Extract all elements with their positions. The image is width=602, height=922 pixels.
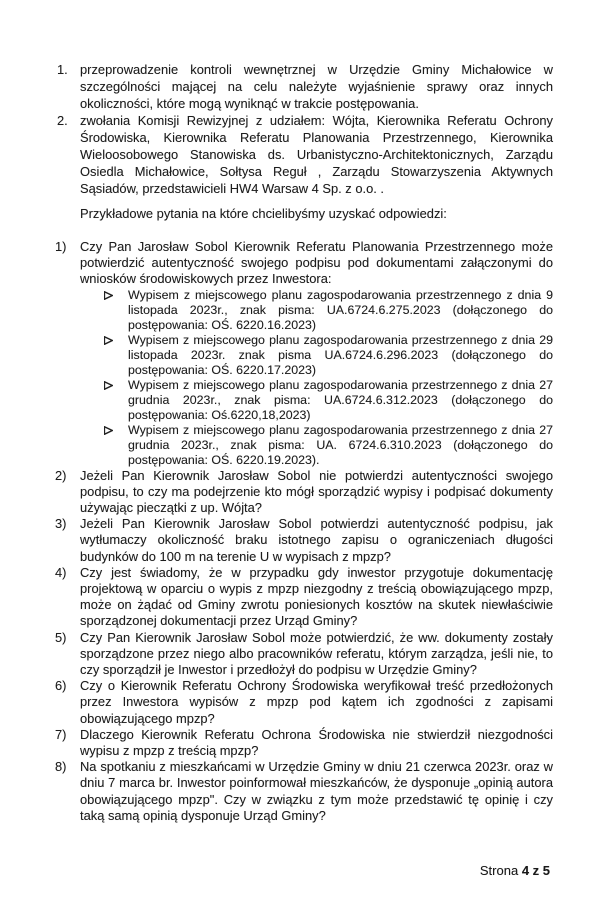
question-number: 8) — [55, 759, 67, 775]
list-item-text: zwołania Komisji Rewizyjnej z udziałem: Wójta, Kierownika Referatu Ochrony Środowiska, Kierownika Referatu Planowania Przestrzennego, Kierownika Wieloosobowego Stanowiska ds. Urbanistyczno-Architektonicznych, Zarządu Osiedla Michałowice, Sołtysa Reguł , Zarządu Stowarzyszenia Aktywnych Sąsiadów, przedstawicieli HW4 Warsaw 4 Sp. z o.o. . — [80, 113, 553, 196]
question-text: Jeżeli Pan Kierownik Jarosław Sobol potwierdzi autentyczność podpisu, jak wytłumaczy okoliczność braku istotnego zapisu o ograniczeniach długości budynków do 100 m na terenie U w wypisach z mpzp? — [80, 516, 553, 564]
question-text: Czy Pan Jarosław Sobol Kierownik Referatu Planowania Przestrzennego może potwierdzić autentyczność swojego podpisu pod dokumentami załączonymi do wniosków środowiskowych przez Inwestora: — [80, 239, 553, 287]
question-text: Na spotkaniu z mieszkańcami w Urzędzie Gminy w dniu 21 czerwca 2023r. oraz w dniu 7 marca br. Inwestor poinformował mieszkańców, że dysponuje „opinią autora obowiązującego mpzp". Czy w związku z tym może przedstawić tę opinię i czy taką samą opinią dysponuje Urząd Gminy? — [80, 759, 553, 823]
list-item — [57, 61, 553, 112]
intro-list — [0, 61, 553, 197]
question-number: 7) — [55, 726, 67, 742]
arrow-bullet-icon — [104, 378, 128, 423]
arrow-bullet-icon — [104, 333, 128, 378]
bullet-text: Wypisem z miejscowego planu zagospodarowania przestrzennego z dnia 27 grudnia 2023r., znak pisma: UA.6724.6.312.2023 (dołączonego do postępowania: Oś.6220,18,2023) — [128, 377, 553, 422]
question-text: Czy Pan Kierownik Jarosław Sobol może potwierdzić, że ww. dokumenty zostały sporządzone przez niego albo pracowników referatu, którym zarządza, jeśli nie, to czy sporządził je Inwestor i przedłożył do podpisu w Urzędzie Gminy? — [80, 629, 553, 678]
question-text: Jeżeli Pan Kierownik Jarosław Sobol nie potwierdzi autentyczności swojego podpisu, to czy ma podejrzenie kto mógł sporządzić wypisy i podpisać dokumenty używając pieczątki z up. Wójta? — [80, 467, 553, 516]
bullet-text: Wypisem z miejscowego planu zagospodarowania przestrzennego z dnia 27 grudnia 2023r., znak pisma: UA. 6724.6.310.2023 (dołączonego do postępowania: OŚ. 6220.19.2023). — [128, 422, 553, 467]
question-item — [55, 239, 553, 468]
question-item — [55, 759, 553, 824]
question-item — [55, 516, 553, 565]
bullet-item — [104, 333, 553, 378]
bullet-item — [104, 423, 553, 468]
page-footer — [480, 864, 550, 878]
question-item — [55, 630, 553, 679]
list-item-text: przeprowadzenie kontroli wewnętrznej w Urzędzie Gminy Michałowice w szczególności mającej na celu należyte wyjaśnienie sprawy oraz innych okoliczności, które mogą wyniknąć w trakcie postępowania. — [80, 62, 553, 111]
question-list — [0, 239, 553, 824]
bullet-text: Wypisem z miejscowego planu zagospodarowania przestrzennego z dnia 9 listopada 2023r., znak pisma: UA.6724.6.275.2023 (dołączonego do postępowania: OŚ. 6220.16.2023) — [128, 287, 553, 332]
list-item — [57, 112, 553, 197]
list-item-number: 1. — [57, 62, 68, 77]
question-item — [55, 727, 553, 759]
document-content — [0, 61, 553, 824]
list-item-number: 2. — [57, 113, 68, 128]
bullet-item — [104, 288, 553, 333]
questions-intro: Przykładowe pytania na które chcielibyśmy uzyskać odpowiedzi: — [80, 206, 447, 221]
question-item — [55, 678, 553, 727]
arrow-bullet-icon — [104, 423, 128, 468]
bullet-text: Wypisem z miejscowego planu zagospodarowania przestrzennego z dnia 29 listopada 2023r. znak pisma UA.6724.6.296.2023 (dołączonego do postępowania: OŚ. 6220.17.2023) — [128, 332, 553, 377]
question-number: 6) — [55, 678, 67, 694]
question-number: 5) — [55, 629, 67, 645]
question-text: Czy o Kierownik Referatu Ochrony Środowiska weryfikował treść przedłożonych przez Inwestora wypisów z mpzp pod kątem ich zgodności z zapisami obowiązującego mpzp? — [80, 678, 553, 726]
page-footer-label: Strona — [479, 863, 522, 878]
question-item — [55, 468, 553, 517]
question-text: Czy jest świadomy, że w przypadku gdy inwestor przygotuje dokumentację projektową w oparciu o wypis z mpzp niezgodny z treścią obowiązującego mpzp, może on żądać od Gminy zwrotu poniesionych kosztów na skutek niewłaściwie sporządzonej dokumentacji przez Urząd Gminy? — [80, 564, 553, 629]
question-body — [80, 239, 553, 468]
question-number: 4) — [55, 564, 67, 580]
question-text: Dlaczego Kierownik Referatu Ochrona Środowiska nie stwierdził niezgodności wypisu z mpzp z treścią mpzp? — [80, 726, 553, 759]
question-number: 1) — [55, 239, 67, 254]
sub-bullet-list — [80, 288, 553, 468]
question-number: 3) — [55, 516, 67, 532]
question-item — [55, 565, 553, 630]
question-number: 2) — [55, 467, 67, 483]
arrow-bullet-icon — [104, 288, 128, 333]
page-footer-number: 4 z 5 — [521, 863, 550, 878]
bullet-item — [104, 378, 553, 423]
